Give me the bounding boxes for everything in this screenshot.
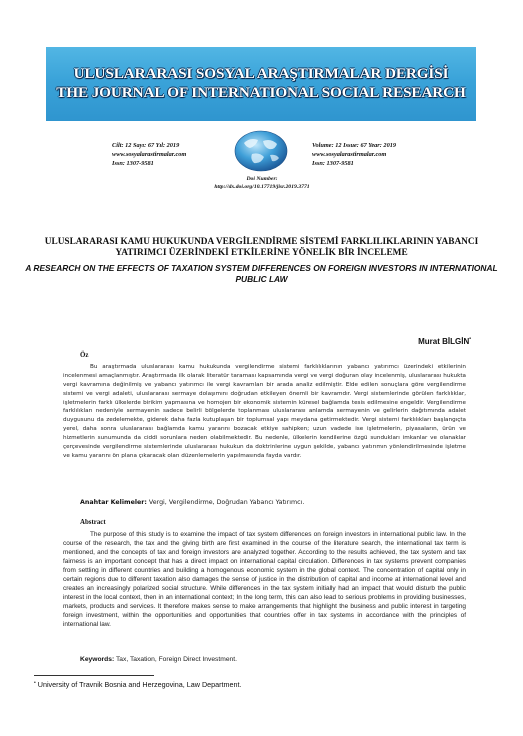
author-name-text: Murat BİLGİN xyxy=(418,337,470,346)
journal-issn-tr: Issn: 1307-9581 xyxy=(112,159,154,167)
oz-paragraph: Bu araştırmada uluslararası kamu hukukunda vergilendirme sistemi farklılıklarının yabancı yatırımcı üzerindeki etkilerinin incelenmesi amaçlanmıştır. Araştırmada ilk olarak literatür taraması kapsamında vergi ve vergi doğuran olay incelenmiş, uluslararası hukukta vergi kavramına değinilmiş ve yabancı yatırımcı ile vergi kavramları bir arada analiz edilmiştir. Elde edilen sonuçlara göre vergilendirme sistemi ve vergi adaleti, uluslararası sermaye dolaşımını doğrudan etkileyen önemli bir kavramdır. Vergi sistemlerinde görülen farklılıklar, işletmelerin farklı ülkelerde birikim yapmasına ve homojen bir ekonomik sistemin küresel bağlamda tesis edilmesine engeldir. Vergilendirme farklılıkları nedeniyle sermayenin sadece belirli bölgelerde toplanması uluslararası anlamda sermayenin ve gelirlerin dağıtımında adalet duygusunu da zedelemekte, giderek daha fazla kutuplaşan bir toplumsal yapı meydana getirmektedir. Vergi sistemi farklılıkları başlangıçta yerel, daha sonra uluslararası bağlamda kamu yararını bozacak etkiye sahipken; uzun vadede ise işletmelerin, piyasaların, ürün ve hizmetlerin sunumunda da ciddi sorunlara neden olabilmektedir. Bu nedenle, ülkelerin kendilerine özgü sundukları imkanlar ve olanaklar çerçevesinde vergilendirme sistemlerinde uluslararası hukukun da doktrinlerine uygun şekilde, yabancı yatırımın yönlendirilmesinde işletme ve kamu yararını ön plana çıkaracak olan düzenlemelerin yapılmasında fayda vardır. xyxy=(63,364,466,459)
journal-title-en: THE JOURNAL OF INTERNATIONAL SOCIAL RESEARCH xyxy=(56,84,466,101)
footnote-mark: • xyxy=(34,680,36,686)
author-name xyxy=(418,336,471,346)
journal-website-tr[interactable]: www.sosyalarastirmalar.com xyxy=(112,150,187,158)
journal-website-en[interactable]: www.sosyalarastirmalar.com xyxy=(312,150,387,158)
footnote-divider xyxy=(34,675,154,676)
issue-volume-en: Volume: 12 Issue: 67 Year: 2019 xyxy=(312,142,397,149)
globe-logo-icon xyxy=(232,129,290,173)
doi-block xyxy=(192,175,332,191)
abstract-paragraph: The purpose of this study is to examine the impact of tax system differences on foreign investors in international public law. In the course of the research, the tax and the giving birth are first examined in the course of the literature search, the international tax term is mentioned, and the concepts of tax and foreign investors are analyzed together. According to the results achieved, the tax system and tax fairness is an important concept that has a direct impact on international capital circulation. Differences in tax systems prevent companies from settling in different countries and building a homogenous economic system in the global context. The concentration of capital only in certain regions due to different taxation also damages the sense of justice in the distribution of capital and income at international level and creates an increasingly polarized social structure. While differences in the tax system initially had an impact that would disturb the public interest in the local context, then in an international context; In the long term, this can also lead to serious problems in providing businesses, markets, products and services. It therefore makes sense to make arrangements that highlight the business and public interest in targeting foreign investment, within the opportunities and opportunities that countries offer in tax systems in accordance with the principles of international law. xyxy=(63,531,466,628)
oz-heading: Öz xyxy=(80,352,89,359)
footnote xyxy=(34,680,242,689)
article-title-en: A RESEARCH ON THE EFFECTS OF TAXATION SYSTEM DIFFERENCES ON FOREIGN INVESTORS IN INTERNATIONAL PUBLIC LAW xyxy=(25,263,498,285)
author-footnote-mark: • xyxy=(469,336,471,342)
keywords-tr-values: Vergi, Vergilendirme, Doğrudan Yabancı Yatırımcı. xyxy=(146,499,305,506)
keywords-en-label: Keywords: xyxy=(80,656,115,663)
abstract-heading: Abstract xyxy=(80,519,106,526)
journal-title-tr: ULUSLARARASI SOSYAL ARAŞTIRMALAR DERGİSİ xyxy=(73,65,449,82)
keywords-tr-label: Anahtar Kelimeler: xyxy=(80,499,147,506)
doi-label: Doi Number: xyxy=(246,176,278,182)
journal-banner xyxy=(46,47,476,121)
journal-issn-en: Issn: 1307-9581 xyxy=(312,159,354,167)
issue-info-tr xyxy=(112,142,186,168)
keywords-en xyxy=(80,656,237,663)
doi-link[interactable]: http://dx.doi.org/10.17719/jisr.2019.3771 xyxy=(214,184,310,190)
issue-info-en xyxy=(312,142,396,168)
article-title-tr: ULUSLARARASI KAMU HUKUKUNDA VERGİLENDİRME SİSTEMİ FARKLILIKLARININ YABANCI YATIRIMCI ÜZERİNDEKİ ETKİLERİNE YÖNELİK BİR İNCELEME xyxy=(44,237,479,259)
footnote-text: University of Travnik Bosnia and Herzegovina, Law Department. xyxy=(35,680,242,689)
issue-volume-tr: Cilt: 12 Sayı: 67 Yıl: 2019 xyxy=(112,142,180,149)
keywords-tr xyxy=(80,499,304,506)
keywords-en-values: Tax, Taxation, Foreign Direct Investment. xyxy=(114,656,237,663)
